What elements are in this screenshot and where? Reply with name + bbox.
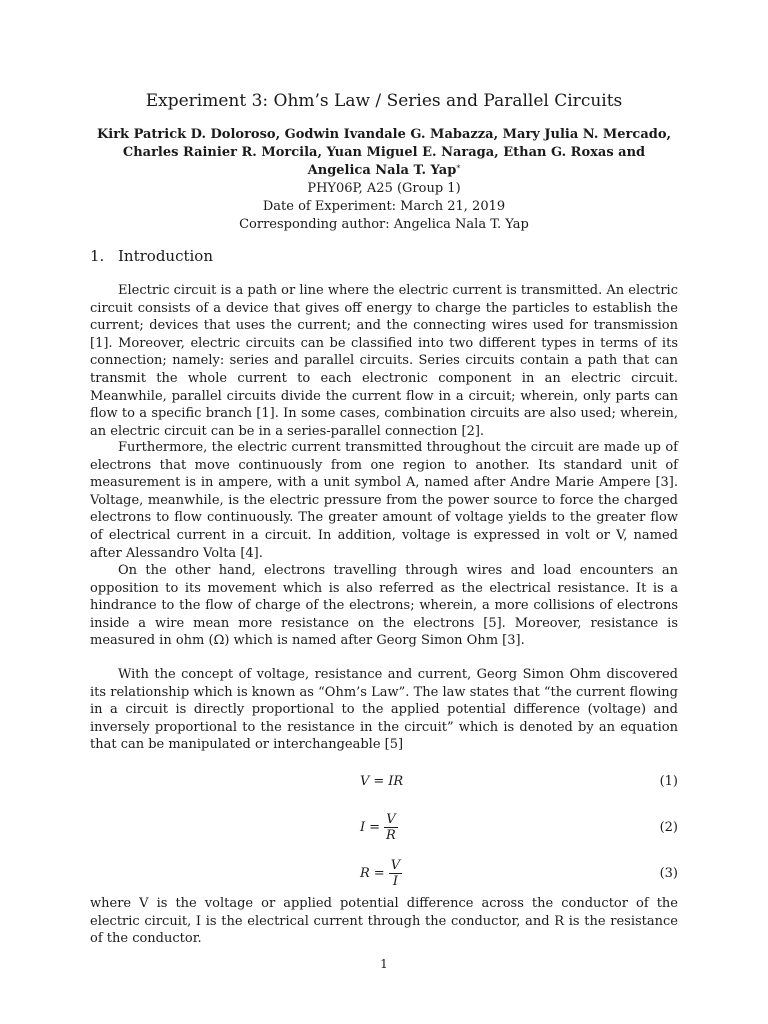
paragraph-3: [90, 562, 678, 650]
corresponding-author: Corresponding author: Angelica Nala T. Yap: [239, 217, 529, 232]
author-list: [80, 126, 688, 180]
course-info: PHY06P, A25 (Group 1): [307, 181, 461, 196]
section-number: 1.: [90, 247, 105, 265]
paragraph-4-text: With the concept of voltage, resistance and current, Georg Simon Ohm discovered its relationship which is known as “Ohm’s Law”. The law states that “the current flowing in a circuit is directly proportional to the applied potential difference (voltage) and inversely proportional to the resistance in the circuit” which is denoted by an equation that can be manipulated or interchangeable [5]: [90, 667, 678, 753]
page-number: 1: [380, 957, 388, 971]
equation-1: V = IR (1): [90, 761, 678, 801]
author-line-1: Kirk Patrick D. Doloroso, Godwin Ivandale G. Mabazza, Mary Julia N. Mercado,: [96, 127, 672, 142]
paragraph-2-text: Furthermore, the electric current transmitted throughout the circuit are made up of electrons that move continuously from one region to another. Its standard unit of measurement is in ampere, with a unit symbol A, named after Andre Marie Ampere [3]. Voltage, meanwhile, is the electric pressure from the power source to force the charged electrons to flow continuously. The greater amount of voltage yields to the greater flow of electrical current in a circuit. In addition, voltage is expressed in volt or V, named after Alessandro Volta [4].: [90, 440, 678, 561]
paragraph-1: [90, 282, 678, 440]
author-line-2: Charles Rainier R. Morcila, Yuan Miguel E. Naraga, Ethan G. Roxas and: [122, 145, 646, 160]
author-line-3-text: Angelica Nala T. Yap: [307, 163, 457, 178]
equation-3: R = $\frac{V}{I}$ (3): [90, 853, 678, 893]
equation-3-lhs: R: [360, 865, 370, 881]
section-title: Introduction: [118, 247, 213, 265]
corresponding-author-mark: *: [456, 164, 461, 173]
paper-title: Experiment 3: Ohm’s Law / Series and Parallel Circuits: [145, 91, 623, 111]
equation-2-label: (2): [659, 819, 678, 835]
closing-paragraph: where V is the voltage or applied potential difference across the conductor of the electric circuit, I is the electrical current through the conductor, and R is the resistance of the conductor.: [90, 896, 678, 947]
paragraph-2: [90, 439, 678, 562]
equation-3-fraction: [389, 858, 402, 889]
equation-3-denominator: I: [392, 873, 398, 889]
equation-2-fraction: [384, 812, 398, 843]
author-line-3: [80, 162, 688, 180]
equation-3-label: (3): [659, 865, 678, 881]
equation-2-lhs: I: [360, 819, 366, 835]
paragraph-3-text: On the other hand, electrons travelling through wires and load encounters an opposition to its movement which is also referred as the electrical resistance. It is a hindrance to the flow of charge of the electrons; wherein, a more collisions of electrons inside a wire mean more resistance on the electrons [5]. Moreover, resistance is measured in ohm (Ω) which is named after Georg Simon Ohm [3].: [90, 563, 678, 649]
equation-2: I = $\frac{V}{R}$ (2): [90, 807, 678, 847]
experiment-date: Date of Experiment: March 21, 2019: [262, 199, 506, 214]
section-heading-introduction: [90, 246, 213, 266]
equation-1-lhs: V: [360, 773, 370, 789]
equation-2-numerator: V: [386, 811, 396, 827]
equation-2-denominator: R: [386, 827, 396, 843]
equation-1-rhs: IR: [388, 773, 404, 789]
equation-3-numerator: V: [390, 857, 401, 873]
paragraph-1-text: Electric circuit is a path or line where the electric current is transmitted. An electric circuit consists of a device that gives off energy to charge the particles to establish the current; devices that uses the current; and the connecting wires used for transmission [1]. Moreover, electric circuits can be classified into two different types in terms of its connection; namely: series and parallel circuits. Series circuits contain a path that can transmit the whole current to each electronic component in an electric circuit. Meanwhile, parallel circuits divide the current flow in a circuit; wherein, only parts can flow to a specific branch [1]. In some cases, combination circuits are also used; wherein, an electric circuit can be in a series-parallel connection [2].: [90, 283, 678, 439]
paragraph-4: [90, 666, 678, 754]
equation-1-label: (1): [659, 773, 678, 789]
